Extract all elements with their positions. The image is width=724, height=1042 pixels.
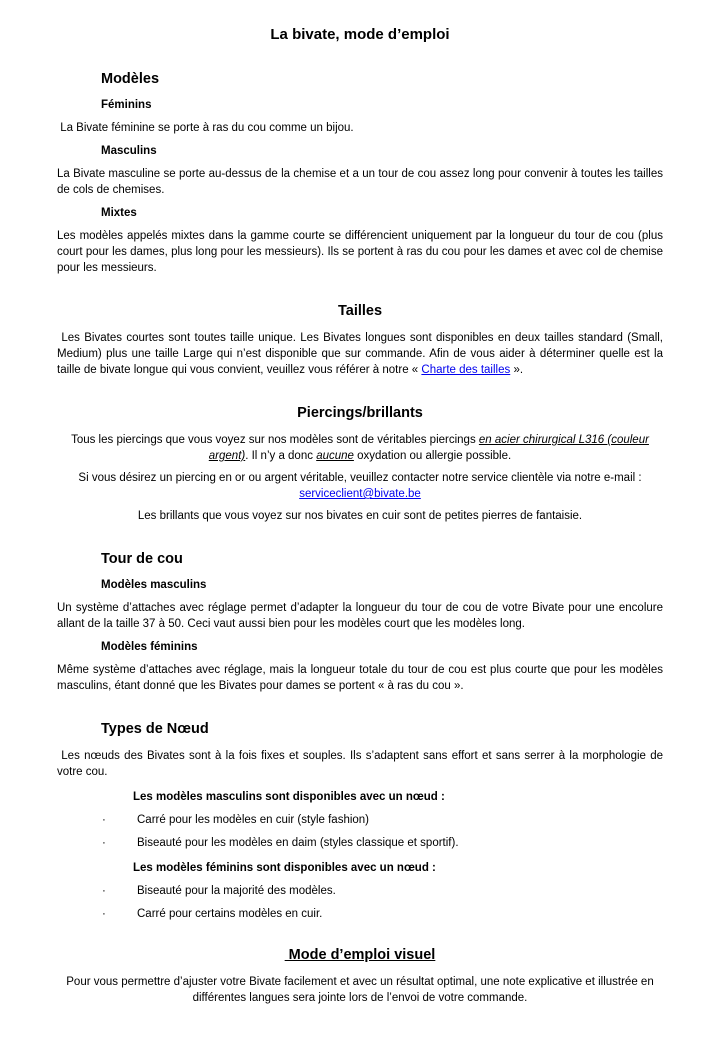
heading-modeles: Modèles [101, 71, 160, 87]
aucune-emphasis: aucune [316, 450, 354, 462]
size-chart-link[interactable]: Charte des tailles [421, 364, 511, 376]
subheading-masculins: Masculins [101, 145, 157, 157]
heading-mode-emploi-visuel-text: Mode d’emploi visuel [284, 947, 436, 963]
heading-piercings: Piercings/brillants [297, 405, 423, 421]
paragraph-piercings-contact [57, 470, 663, 502]
paragraph-tour-feminins: Même système d’attaches avec réglage, mais la longueur totale du tour de cou est plus courte que pour les modèles masculins, étant donné que les Bivates pour dames se portent « à ras du cou ». [57, 664, 663, 692]
text-segment: Tous les piercings que vous voyez sur nos modèles sont de véritables piercings [71, 434, 479, 446]
heading-types-de-noeud: Types de Nœud [101, 721, 209, 737]
document-title: La bivate, mode d’emploi [270, 26, 450, 43]
list-intro-feminins: Les modèles féminins sont disponibles avec un nœud : [133, 862, 436, 874]
paragraph-mixtes: Les modèles appelés mixtes dans la gamme courte se différencient uniquement par la longueur du tour de cou (plus court pour les dames, plus long pour les messieurs). Ils se portent à ras du cou pour les dames et avec col de chemise pour les messieurs. [57, 230, 663, 274]
list-item-label: Carré pour certains modèles en cuir. [137, 908, 323, 920]
paragraph-mode-visuel: Pour vous permettre d’ajuster votre Bivate facilement et avec un résultat optimal, une note explicative et illustrée en différentes langues sera jointe lors de l’envoi de votre commande. [66, 976, 654, 1004]
subheading-modeles-feminins: Modèles féminins [101, 641, 198, 653]
subheading-modeles-masculins: Modèles masculins [101, 579, 207, 591]
subheading-feminins: Féminins [101, 99, 152, 111]
bullet-icon: · [102, 837, 106, 849]
subheading-mixtes: Mixtes [101, 207, 137, 219]
paragraph-piercings-materiaux [57, 432, 663, 464]
heading-mode-emploi-visuel [57, 946, 663, 964]
paragraph-brillants: Les brillants que vous voyez sur nos bivates en cuir sont de petites pierres de fantaisie. [137, 510, 583, 522]
paragraph-feminins: La Bivate féminine se porte à ras du cou comme un bijou. [57, 122, 354, 134]
bullet-icon: · [102, 908, 106, 920]
text-segment: oxydation ou allergie possible. [353, 450, 512, 462]
heading-tailles: Tailles [337, 303, 383, 319]
paragraph-tour-masculins: Un système d’attaches avec réglage permet d’adapter la longueur du tour de cou de votre Bivate pour une encolure allant de la taille 37 à 50. Ceci vaut aussi bien pour les modèles court que les modèles long. [57, 602, 663, 630]
text-segment: Les Bivates courtes sont toutes taille unique. Les Bivates longues sont disponibles en deux tailles standard (Small, Medium) plus une taille Large qui n’est disponible que sur commande. Afin de vous aider à déterminer quelle est la taille de bivate longue qui vous convient, veuillez vous référer à notre « [57, 332, 663, 376]
list-item-label: Biseauté pour les modèles en daim (styles classique et sportif). [137, 837, 459, 849]
list-item [57, 906, 663, 922]
text-segment: Si vous désirez un piercing en or ou argent véritable, veuillez contacter notre service clientèle via notre e-mail : [78, 472, 642, 484]
email-link[interactable]: serviceclient@bivate.be [299, 488, 421, 500]
list-item-label: Biseauté pour la majorité des modèles. [137, 885, 336, 897]
list-item [57, 812, 663, 828]
text-segment: ». [510, 364, 524, 376]
paragraph-tailles [57, 330, 663, 378]
steel-type-emphasis: en acier chirurgical L316 (couleur argent) [208, 434, 649, 462]
list-intro-masculins: Les modèles masculins sont disponibles avec un nœud : [133, 791, 445, 803]
paragraph-masculins: La Bivate masculine se porte au-dessus de la chemise et a un tour de cou assez long pour convenir à toutes les tailles de cols de chemises. [57, 168, 663, 196]
list-item-label: Carré pour les modèles en cuir (style fashion) [137, 814, 370, 826]
list-item [57, 835, 663, 851]
text-segment: . Il n’y a donc [245, 450, 317, 462]
list-item [57, 883, 663, 899]
bullet-icon: · [102, 885, 106, 897]
paragraph-noeuds-intro: Les nœuds des Bivates sont à la fois fixes et souples. Ils s’adaptent sans effort et sans serrer à la morphologie de votre cou. [57, 750, 663, 778]
bullet-icon: · [102, 814, 106, 826]
heading-tour-de-cou: Tour de cou [101, 551, 183, 567]
